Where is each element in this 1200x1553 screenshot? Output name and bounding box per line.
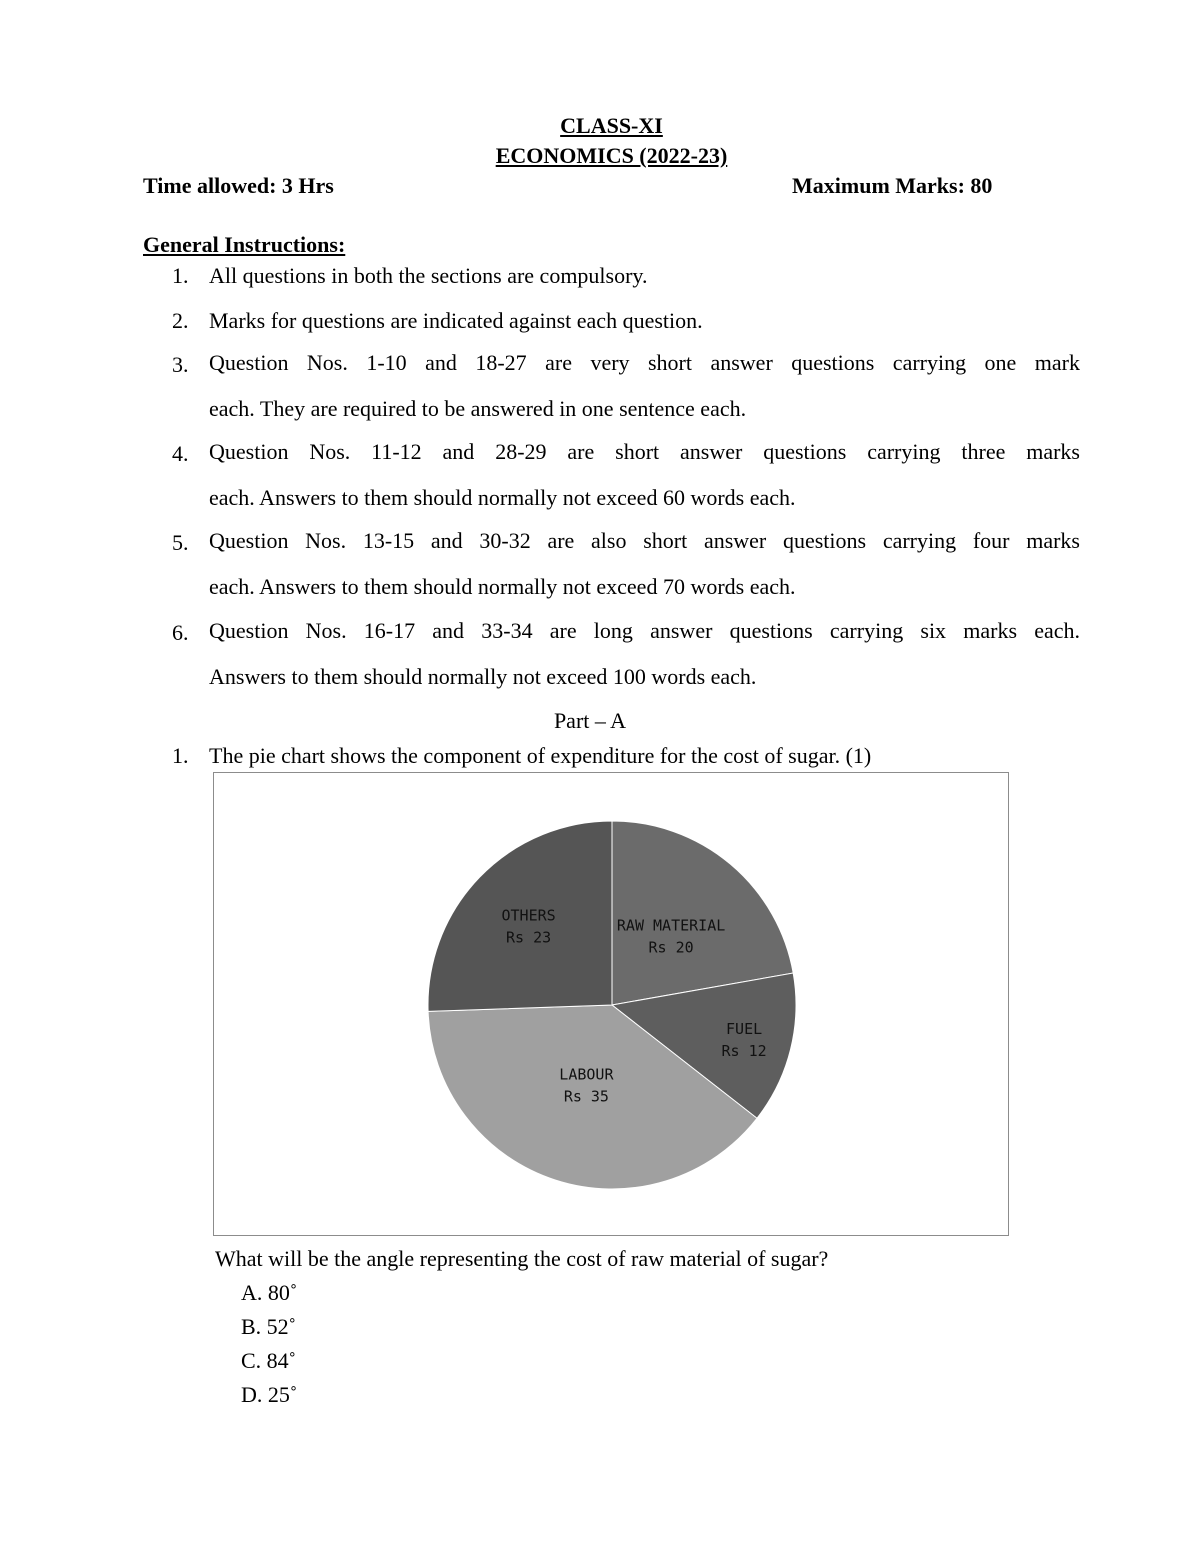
instruction-text: Marks for questions are indicated against each question. bbox=[209, 308, 703, 333]
instruction-number: 4. bbox=[172, 441, 189, 466]
instruction-number: 6. bbox=[172, 620, 189, 645]
instruction-text: All questions in both the sections are compulsory. bbox=[209, 263, 648, 288]
instruction-text: Question Nos. 1-10 and 18-27 are very short answer questions carrying one mark bbox=[209, 350, 1080, 375]
pie-label-name: FUEL bbox=[726, 1019, 763, 1038]
option-d[interactable]: D. 25˚ bbox=[241, 1382, 298, 1407]
question-text: The pie chart shows the component of expenditure for the cost of sugar. (1) bbox=[209, 743, 872, 768]
maximum-marks: Maximum Marks: 80 bbox=[792, 173, 993, 198]
instruction-number: 3. bbox=[172, 352, 189, 377]
pie-label-name: RAW MATERIAL bbox=[616, 916, 726, 935]
instruction-text-continued: Answers to them should normally not exceed 100 words each. bbox=[209, 664, 757, 689]
option-c[interactable]: C. 84˚ bbox=[241, 1348, 296, 1373]
question-followup: What will be the angle representing the cost of raw material of sugar? bbox=[215, 1246, 829, 1271]
part-a-heading: Part – A bbox=[553, 708, 627, 733]
instruction-text: Question Nos. 16-17 and 33-34 are long answer questions carrying six marks each. bbox=[209, 618, 1080, 643]
pie-label-value: Rs 23 bbox=[506, 928, 552, 947]
instruction-text: Question Nos. 11-12 and 28-29 are short answer questions carrying three marks bbox=[209, 439, 1080, 464]
instruction-text-continued: each. Answers to them should normally not exceed 60 words each. bbox=[209, 485, 796, 510]
instruction-number: 2. bbox=[172, 308, 189, 333]
option-a[interactable]: A. 80˚ bbox=[241, 1280, 298, 1305]
instruction-text-continued: each. Answers to them should normally not exceed 70 words each. bbox=[209, 574, 796, 599]
pie-label-value: Rs 35 bbox=[563, 1087, 609, 1106]
class-title: CLASS-XI bbox=[560, 113, 663, 138]
instruction-text-continued: each. They are required to be answered in one sentence each. bbox=[209, 396, 747, 421]
pie-chart bbox=[214, 773, 1010, 1237]
option-b[interactable]: B. 52˚ bbox=[241, 1314, 296, 1339]
instruction-number: 5. bbox=[172, 530, 189, 555]
pie-label-name: LABOUR bbox=[559, 1065, 614, 1084]
pie-label-value: Rs 12 bbox=[721, 1041, 767, 1060]
instructions-heading: General Instructions: bbox=[143, 232, 346, 257]
instruction-text: Question Nos. 13-15 and 30-32 are also short answer questions carrying four marks bbox=[209, 528, 1080, 553]
pie-label-name: OTHERS bbox=[501, 906, 556, 925]
pie-chart-frame bbox=[213, 772, 1009, 1236]
instruction-number: 1. bbox=[172, 263, 189, 288]
question-number: 1. bbox=[172, 743, 189, 768]
time-allowed: Time allowed: 3 Hrs bbox=[143, 173, 334, 198]
subject-title: ECONOMICS (2022-23) bbox=[495, 143, 728, 168]
pie-label-value: Rs 20 bbox=[648, 938, 694, 957]
